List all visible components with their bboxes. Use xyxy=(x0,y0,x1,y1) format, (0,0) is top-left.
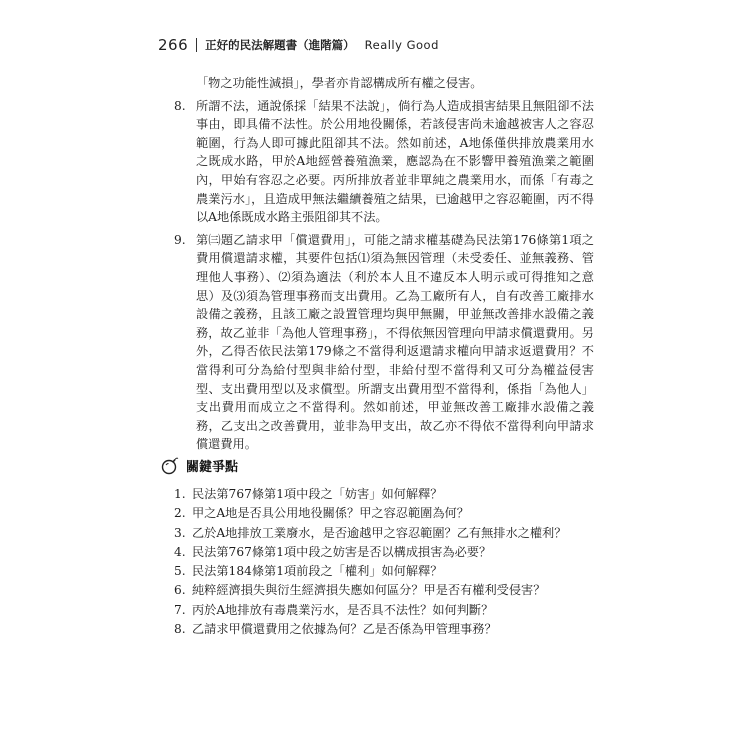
item-number: 8. xyxy=(174,622,186,637)
item-text: 民法第767條第1項中段之妨害是否以構成損害為必要？ xyxy=(192,544,492,559)
list-item xyxy=(174,562,600,581)
book-subtitle: Really Good xyxy=(364,38,439,52)
bomb-icon xyxy=(160,455,180,475)
continuation-paragraph: 「物之功能性減損」，學者亦肯認構成所有權之侵害。 xyxy=(196,76,483,90)
book-title: 正好的民法解題書（進階篇） xyxy=(205,38,355,52)
list-item xyxy=(174,620,600,639)
page-number: 266 xyxy=(158,36,189,54)
item-number: 8. xyxy=(174,98,186,113)
item-text: 民法第184條第1項前段之「權利」如何解釋？ xyxy=(192,564,443,579)
key-points-title: 關鍵爭點 xyxy=(186,459,239,475)
page-header xyxy=(158,36,439,54)
list-item xyxy=(174,504,600,523)
item-number: 9. xyxy=(174,232,186,247)
item-number: 4. xyxy=(174,544,186,559)
item-text: 民法第767條第1項中段之「妨害」如何解釋？ xyxy=(192,487,443,501)
header-divider xyxy=(196,38,197,52)
list-item xyxy=(174,601,600,620)
item-text: 丙於A地排放有毒農業污水，是否具不法性？如何判斷？ xyxy=(192,602,494,617)
list-item-8 xyxy=(174,97,594,227)
item-text: 第㈢題乙請求甲「償還費用」，可能之請求權基礎為民法第176條第1項之費用償還請求權，其要件包括⑴須為無因管理（未受委任、並無義務、管理他人事務）、⑵須為適法（利於本人且不違反本人明示或可得推知之意思）及⑶須為管理事務而支出費用。乙為工廠所有人，自有改善工廠排水設備之義務，且該工廠之設置管理均與甲無關，甲並無改善排水設備之義務，故乙並非「為他人管理事務」，不得依無因管理向甲請求償還費用。另外，乙得否依民法第179條之不當得利返還請求權向甲請求返還費用？不當得利可分為給付型與非給付型，非給付型不當得利又可分為權益侵害型、支出費用型以及求償型。所謂支出費用型不當得利，係指「為他人」支出費用而成立之不當得利。然如前述，甲並無改善工廠排水設備之義務，乙支出之改善費用，並非為甲支出，故乙亦不得依不當得利向甲請求償還費用。 xyxy=(196,232,594,452)
item-text: 純粹經濟損失與衍生經濟損失應如何區分？甲是否有權利受侵害？ xyxy=(192,583,546,598)
key-points-heading xyxy=(160,455,600,475)
item-text: 所謂不法，通說係採「結果不法說」，倘行為人造成損害結果且無阻卻不法事由，即具備不法性。於公用地役關係，若該侵害尚未逾越被害人之容忍範圍，行為人即可據此阻卻其不法。然如前述，A地係僅供排放農業用水之既成水路，甲於A地經營養殖漁業，應認為在不影響甲養殖漁業之範圍內，甲始有容忍之必要。丙所排放者並非單純之農業用水，而係「有毒之農業污水」，且造成甲無法繼續養殖之結果，已逾越甲之容忍範圍，丙不得以A地係既成水路主張阻卻其不法。 xyxy=(196,98,594,225)
item-text: 乙請求甲償還費用之依據為何？乙是否係為甲管理事務？ xyxy=(192,622,497,637)
item-text: 甲之A地是否具公用地役關係？甲之容忍範圍為何？ xyxy=(192,506,469,521)
item-number: 6. xyxy=(174,583,186,598)
item-number: 7. xyxy=(174,602,186,617)
list-item xyxy=(174,524,600,543)
item-number: 5. xyxy=(174,564,186,579)
list-item-9 xyxy=(174,231,594,454)
item-number: 3. xyxy=(174,525,186,540)
key-points-list xyxy=(160,485,600,639)
body-text xyxy=(174,74,594,458)
list-item xyxy=(174,485,600,504)
item-number: 1. xyxy=(174,487,186,501)
key-points-section xyxy=(160,455,600,639)
item-text: 乙於A地排放工業廢水，是否逾越甲之容忍範圍？乙有無排水之權利？ xyxy=(192,525,567,540)
list-item xyxy=(174,543,600,562)
list-item xyxy=(174,581,600,600)
item-number: 2. xyxy=(174,506,186,521)
